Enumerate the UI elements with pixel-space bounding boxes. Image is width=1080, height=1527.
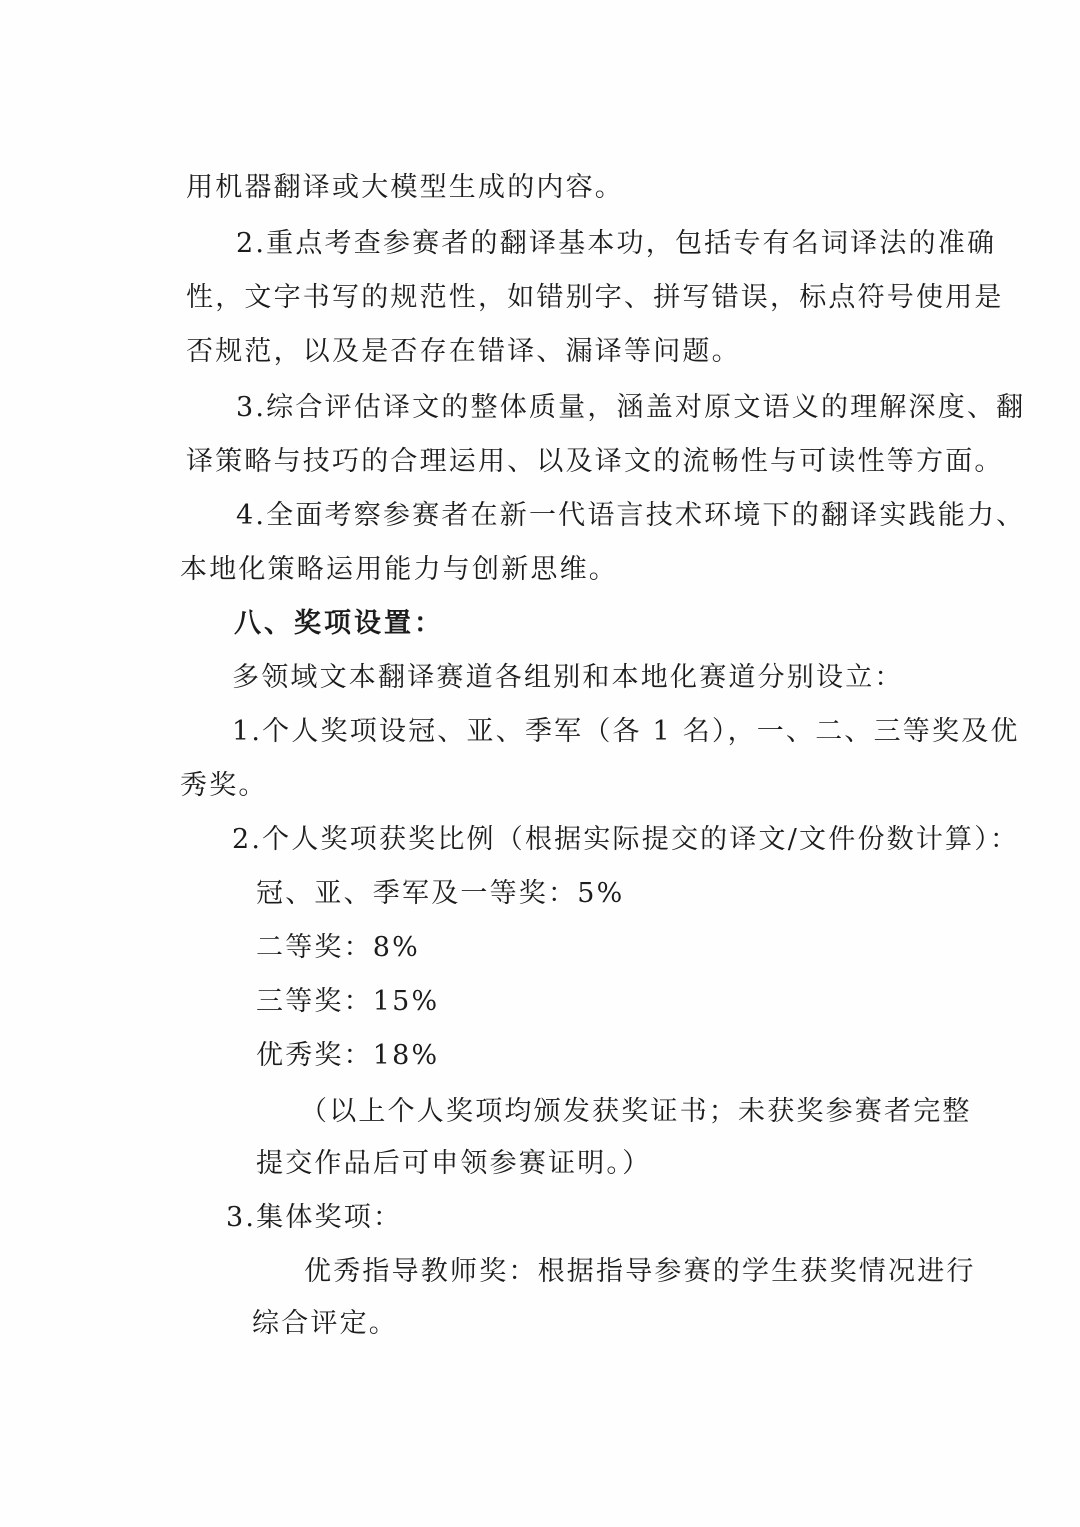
- note-line: 提交作品后可申领参赛证明。）: [256, 1148, 652, 1179]
- paragraph-line: 秀奖。: [180, 770, 268, 801]
- paragraph-line: 性，文字书写的规范性，如错别字、拼写错误，标点符号使用是: [186, 282, 1004, 313]
- section-heading: 八、奖项设置：: [234, 608, 444, 639]
- note-line: （以上个人奖项均颁发获奖证书；未获奖参赛者完整: [300, 1096, 972, 1127]
- paragraph-line: 用机器翻译或大模型生成的内容。: [186, 172, 624, 203]
- paragraph-line: 1.个人奖项设冠、亚、季军（各 1 名），一、二、三等奖及优: [232, 716, 1020, 747]
- paragraph-line: 多领域文本翻译赛道各组别和本地化赛道分别设立：: [232, 662, 904, 693]
- paragraph-line: 否规范，以及是否存在错译、漏译等问题。: [186, 336, 741, 367]
- paragraph-line: 优秀指导教师奖：根据指导参赛的学生获奖情况进行: [304, 1256, 976, 1287]
- award-ratio-line: 三等奖：15%: [256, 986, 440, 1017]
- paragraph-line: 译策略与技巧的合理运用、以及译文的流畅性与可读性等方面。: [186, 446, 1004, 477]
- award-ratio-line: 冠、亚、季军及一等奖：5%: [256, 878, 625, 909]
- award-ratio-line: 优秀奖：18%: [256, 1040, 440, 1071]
- paragraph-line: 4.全面考察参赛者在新一代语言技术环境下的翻译实践能力、: [236, 500, 1026, 531]
- paragraph-line: 本地化策略运用能力与创新思维。: [180, 554, 618, 585]
- award-ratio-line: 二等奖：8%: [256, 932, 421, 963]
- paragraph-line: 3.集体奖项：: [226, 1202, 403, 1233]
- paragraph-line: 3.综合评估译文的整体质量，涵盖对原文语义的理解深度、翻: [236, 392, 1026, 423]
- paragraph-line: 2.重点考查参赛者的翻译基本功，包括专有名词译法的准确: [236, 228, 997, 259]
- paragraph-line: 2.个人奖项获奖比例（根据实际提交的译文/文件份数计算）：: [232, 824, 1020, 855]
- paragraph-line: 综合评定。: [252, 1308, 398, 1339]
